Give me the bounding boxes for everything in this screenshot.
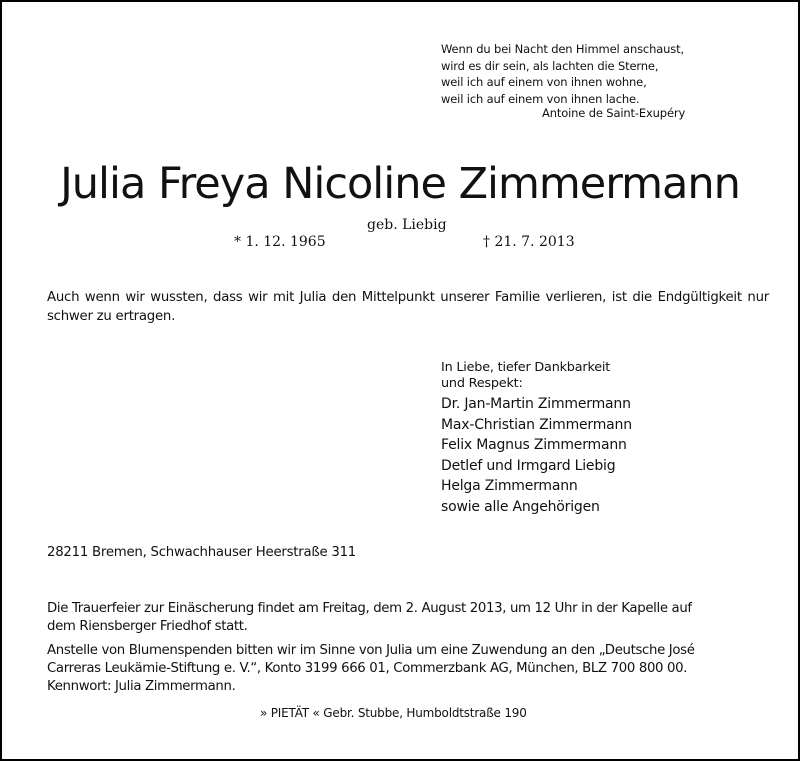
mourner-name: Dr. Jan-Martin Zimmermann bbox=[441, 396, 631, 412]
family-address: 28211 Bremen, Schwachhauser Heerstraße 311 bbox=[47, 545, 357, 560]
funeral-home-footer: » PIETÄT « Gebr. Stubbe, Humboldtstraße 190 bbox=[260, 706, 527, 720]
poem-line: weil ich auf einem von ihnen lache. bbox=[441, 91, 640, 106]
mourner-name: Felix Magnus Zimmermann bbox=[441, 437, 627, 453]
deceased-name: Julia Freya Nicoline Zimmermann bbox=[60, 159, 740, 209]
intro-text: Auch wenn wir wussten, dass wir mit Julia den Mittelpunkt unserer Familie verlieren, ist die Endgültigkeit nur schwer zu ertragen. bbox=[47, 290, 769, 324]
poem-line: wird es dir sein, als lachten die Sterne, bbox=[441, 58, 659, 73]
notice-line: Die Trauerfeier zur Einäscherung findet am Freitag, dem 2. August 2013, um 12 Uhr in der Kapelle auf bbox=[47, 601, 692, 616]
dedication-line: und Respekt: bbox=[441, 375, 523, 391]
donation-notice bbox=[47, 642, 769, 696]
notice-line: dem Riensberger Friedhof statt. bbox=[47, 619, 248, 634]
poem-quote bbox=[441, 41, 684, 107]
funeral-notice bbox=[47, 600, 769, 636]
poem-line: Wenn du bei Nacht den Himmel anschaust, bbox=[441, 42, 684, 56]
mourner-name: Detlef und Irmgard Liebig bbox=[441, 457, 616, 474]
poem-author: Antoine de Saint-Exupéry bbox=[542, 106, 686, 120]
notice-line: Carreras Leukämie-Stiftung e. V.“, Konto 3199 666 01, Commerzbank AG, München, BLZ 700 800 00. bbox=[47, 661, 688, 676]
mourner-name: Max-Christian Zimmermann bbox=[441, 416, 632, 433]
mourners-list bbox=[441, 394, 632, 517]
poem-line: weil ich auf einem von ihnen wohne, bbox=[441, 75, 647, 89]
notice-line: Kennwort: Julia Zimmermann. bbox=[47, 679, 236, 694]
dedication-line: In Liebe, tiefer Dankbarkeit bbox=[441, 360, 611, 375]
dedication bbox=[441, 360, 610, 391]
mourner-name: sowie alle Angehörigen bbox=[441, 498, 600, 515]
notice-line: Anstelle von Blumenspenden bitten wir im Sinne von Julia um eine Zuwendung an den „Deutsche José bbox=[47, 643, 695, 658]
mourner-name: Helga Zimmermann bbox=[441, 478, 578, 494]
maiden-name: geb. Liebig bbox=[367, 217, 447, 233]
death-date: † 21. 7. 2013 bbox=[483, 234, 575, 250]
birth-date: * 1. 12. 1965 bbox=[234, 234, 326, 250]
